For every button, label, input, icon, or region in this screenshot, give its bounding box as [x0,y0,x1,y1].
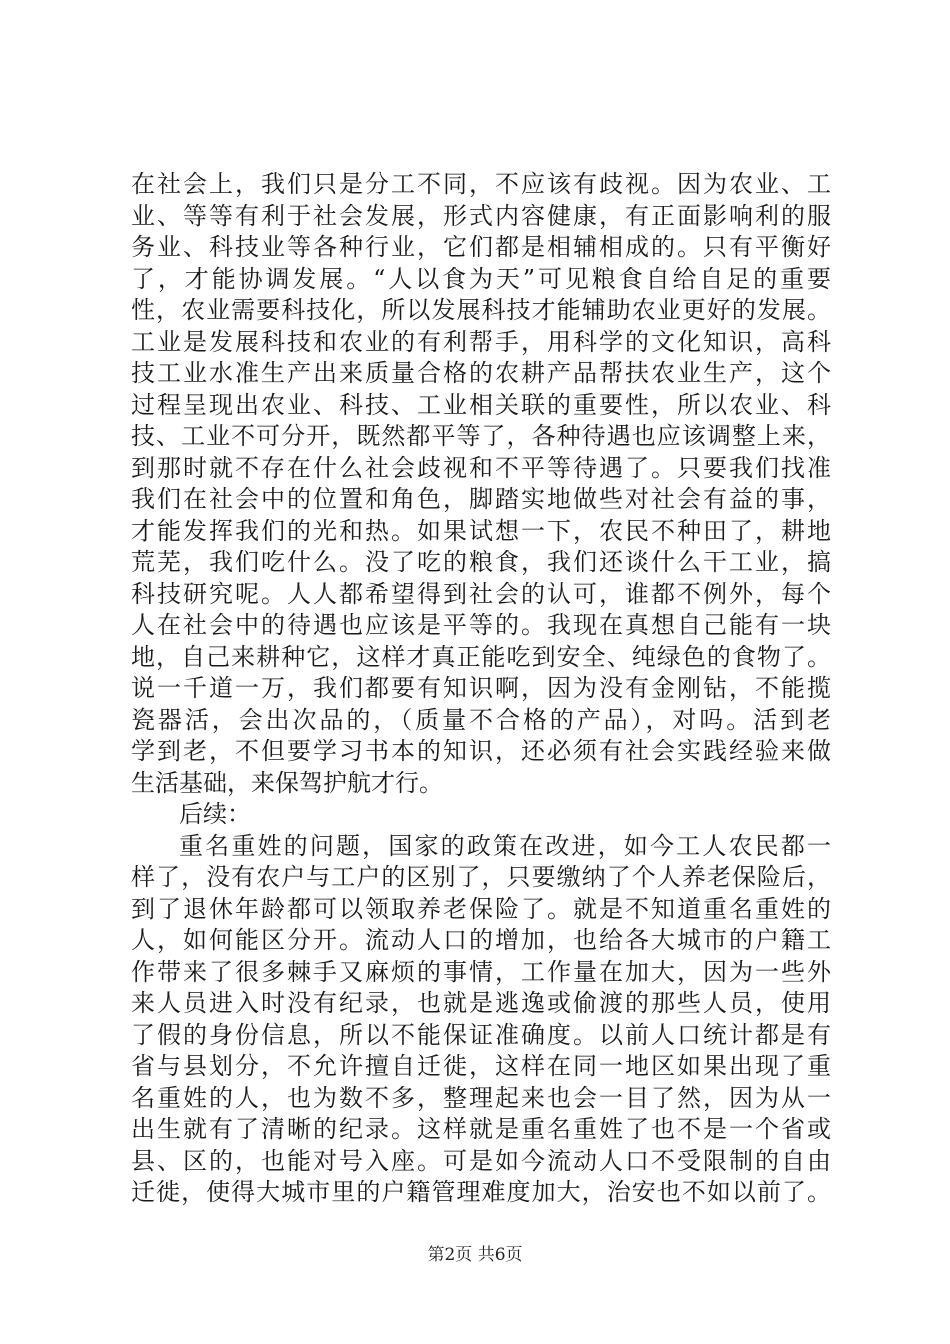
text-line: 学到老，不但要学习书本的知识，还必须有社会实践经验来做 [131,737,831,765]
text-line: 务业、科技业等各种行业，它们都是相辅相成的。只有平衡好 [131,233,831,261]
text-line: 到了退休年龄都可以领取养老保险了。就是不知道重名重姓的 [131,894,831,923]
text-line: 才能发挥我们的光和热。如果试想一下，农民不种田了，耕地 [131,516,831,545]
text-line: 迁徙，使得大城市里的户籍管理难度加大，治安也不如以前了。 [131,1178,831,1206]
text-line: 了，才能协调发展。“人以食为天”可见粮食自给自足的重要 [131,264,831,293]
section-heading: 后续： [179,800,251,828]
text-line: 业、等等有利于社会发展，形式内容健康，有正面影响利的服 [131,201,831,230]
text-line: 我们在社会中的位置和角色，脚踏实地做些对社会有益的事， [131,485,831,513]
text-line: 到那时就不存在什么社会歧视和不平等待遇了。只要我们找准 [131,453,831,482]
document-body [131,169,831,1209]
text-line: 地，自己来耕种它，这样才真正能吃到安全、纯绿色的食物了。 [131,642,831,671]
text-line: 过程呈现出农业、科技、工业相关联的重要性，所以农业、科 [131,390,831,419]
page-number-footer: 第2页 共6页 [427,1245,523,1265]
text-line: 人，如何能区分开。流动人口的增加，也给各大城市的户籍工 [131,926,831,954]
text-line: 荒芜，我们吃什么。没了吃的粮食，我们还谈什么干工业，搞 [131,548,831,576]
text-line: 样了，没有农户与工户的区别了，只要缴纳了个人养老保险后， [131,863,831,891]
text-line: 说一千道一万，我们都要有知识啊，因为没有金刚钻，不能揽 [131,674,831,702]
text-line: 作带来了很多棘手又麻烦的事情，工作量在加大，因为一些外 [131,957,831,986]
text-line: 来人员进入时没有纪录，也就是逃逸或偷渡的那些人员，使用 [131,989,831,1017]
text-line: 出生就有了清晰的纪录。这样就是重名重姓了也不是一个省或 [131,1115,831,1143]
paragraph-2 [131,831,831,1209]
text-line: 科技研究呢。人人都希望得到社会的认可，谁都不例外，每个 [131,579,831,608]
text-line: 瓷器活，会出次品的，（质量不合格的产品），对吗。活到老 [131,705,831,734]
paragraph-1 [131,169,831,799]
text-line: 县、区的，也能对号入座。可是如今流动人口不受限制的自由 [131,1146,831,1175]
text-line: 工业是发展科技和农业的有利帮手，用科学的文化知识，高科 [131,327,831,356]
text-line: 技工业水准生产出来质量合格的农耕产品帮扶农业生产，这个 [131,359,831,387]
text-line: 技、工业不可分开，既然都平等了，各种待遇也应该调整上来， [131,422,831,450]
text-line: 人在社会中的待遇也应该是平等的。我现在真想自己能有一块 [131,611,831,639]
text-line: 名重姓的人，也为数不多，整理起来也会一目了然，因为从一 [131,1083,831,1112]
text-line: 在社会上，我们只是分工不同，不应该有歧视。因为农业、工 [131,170,831,198]
text-line: 了假的身份信息，所以不能保证准确度。以前人口统计都是有 [131,1020,831,1049]
text-line: 生活基础，来保驾护航才行。 [131,768,443,797]
text-line: 性，农业需要科技化，所以发展科技才能辅助农业更好的发展。 [131,296,831,324]
text-line: 重名重姓的问题，国家的政策在改进，如今工人农民都一 [179,831,831,860]
text-line: 省与县划分，不允许擅自迁徙，这样在同一地区如果出现了重 [131,1052,831,1080]
